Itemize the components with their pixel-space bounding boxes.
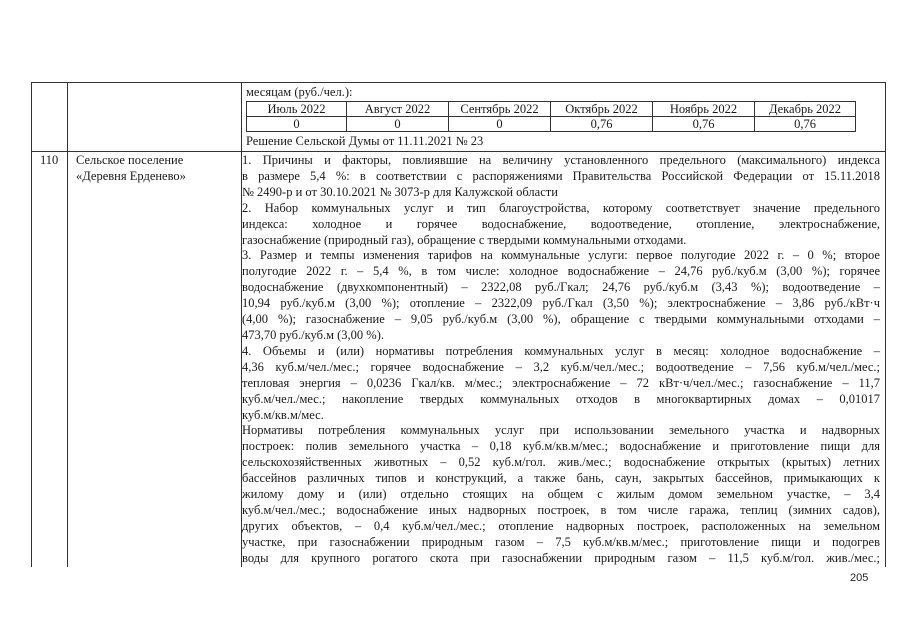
- table-row: [247, 102, 856, 117]
- month-value: 0,76: [551, 117, 653, 132]
- description-line: куб.м/кв.м/мес.: [242, 407, 324, 422]
- description-line: (4,00 %); газоснабжение – 9,05 руб./куб.м (3,00 %), обращение с твердыми коммунальными отходами –: [242, 312, 880, 327]
- settlement-name: [76, 153, 236, 185]
- settlement-name-line: «Деревня Ерденево»: [76, 168, 186, 183]
- description-line: индекса: холодное и горячее водоснабжение, водоотведение, отопление, электроснабжение,: [242, 216, 880, 231]
- month-header: Июль 2022: [247, 102, 347, 117]
- description-line: сельскохозяйственных животных – 0,52 куб.м/гол. жив./мес.; водоснабжение открытых (крытых) летних: [242, 455, 880, 470]
- description-line: других объектов, – 0,4 куб.м/чел./мес.; отопление надворных построек, расположенных на земельном: [242, 518, 880, 533]
- description-line: бассейнов различных типов и конструкций, а также бань, саун, закрытых бассейнов, примыкающих к: [242, 471, 880, 486]
- entry-description: [242, 153, 880, 567]
- entry-number: 110: [40, 153, 59, 167]
- description-line: 10,94 руб./куб.м (3,00 %); отопление – 2322,09 руб./Гкал (3,50 %); электроснабжение – 3,86 руб./кВт·ч: [242, 296, 880, 311]
- description-line: полугодие 2022 г. – 5,4 %, в том числе: холодное водоснабжение – 24,76 руб./куб.м (3,00 %); горячее: [242, 264, 880, 279]
- description-line: № 2490-р и от 30.10.2021 № 3073-р для Калужской области: [242, 184, 558, 199]
- month-value: 0,76: [653, 117, 755, 132]
- column-divider: [67, 83, 68, 567]
- description-line: жилому дому и (или) отдельно стоящих на общем с жилым домом земельном участке, – 3,4: [242, 487, 880, 502]
- description-line: Нормативы потребления коммунальных услуг при использовании земельного участка и надворных: [242, 423, 880, 438]
- settlement-name-line: Сельское поселение: [76, 153, 184, 167]
- description-line: в размере 5,4 %: в соответствии с распоряжениями Правительства Российской Федерации от 15.11.2018: [242, 168, 880, 183]
- month-value: 0: [347, 117, 449, 132]
- description-line: 2. Набор коммунальных услуг и тип благоустройства, которому соответствует значение предельного: [242, 200, 880, 215]
- table-row: [247, 117, 856, 132]
- decision-reference: Решение Сельской Думы от 11.11.2021 № 23: [246, 134, 484, 148]
- month-value: 0,76: [755, 117, 856, 132]
- description-line: 473,70 руб./куб.м (3,00 %).: [242, 327, 384, 342]
- month-header: Сентябрь 2022: [449, 102, 551, 117]
- page-number: 205: [850, 572, 869, 584]
- description-line: куб.м/чел./мес.; накопление твердых коммунальных отходов в многоквартирных домах – 0,01017: [242, 391, 880, 406]
- table-frame: [31, 82, 886, 567]
- description-line: 4. Объемы и (или) нормативы потребления коммунальных услуг в месяц: холодное водоснабжение –: [242, 343, 880, 358]
- description-line: куб.м/чел./мес.; водоснабжение иных надворных построек, в том числе гаража, теплиц (зимних садов),: [242, 502, 880, 517]
- month-header: Ноябрь 2022: [653, 102, 755, 117]
- description-line: газоснабжение (природный газ), обращение с твердыми коммунальными отходами.: [242, 232, 687, 247]
- description-line: участке, при газоснабжении природным газом – 7,5 куб.м/кв.м/мес.; приготовление пищи и подогрев: [242, 534, 880, 549]
- month-header: Август 2022: [347, 102, 449, 117]
- description-line: 1. Причины и факторы, повлиявшие на величину установленного предельного (максимального) индекса: [242, 153, 880, 167]
- month-header: Декабрь 2022: [755, 102, 856, 117]
- row-divider: [32, 151, 885, 152]
- description-line: водоснабжение (двухкомпонентный) – 2322,08 руб./Гкал; 24,76 руб./куб.м (3,43 %); водоотведение –: [242, 280, 880, 295]
- description-line: построек: полив земельного участка – 0,18 куб.м/кв.м/мес.; водоснабжение и приготовление пищи для: [242, 439, 880, 454]
- description-line: 3. Размер и темпы изменения тарифов на коммунальные услуги: первое полугодие 2022 г. – 0 %; второе: [242, 248, 880, 263]
- months-label: месяцам (руб./чел.):: [246, 85, 353, 99]
- monthly-values-table: [246, 101, 856, 132]
- description-line: воды для крупного рогатого скота при газоснабжении природным газом – 11,5 куб.м/гол. жив./мес.;: [242, 550, 880, 565]
- month-value: 0: [247, 117, 347, 132]
- description-line: 4,36 куб.м/чел./мес.; горячее водоснабжение – 3,2 куб.м/чел./мес.; водоотведение – 7,56 куб.м/чел./мес.;: [242, 359, 880, 374]
- month-header: Октябрь 2022: [551, 102, 653, 117]
- description-line: тепловая энергия – 0,0236 Гкал/кв. м/мес.; электроснабжение – 72 кВт·ч/чел./мес.; газоснабжение – 11,7: [242, 375, 880, 390]
- month-value: 0: [449, 117, 551, 132]
